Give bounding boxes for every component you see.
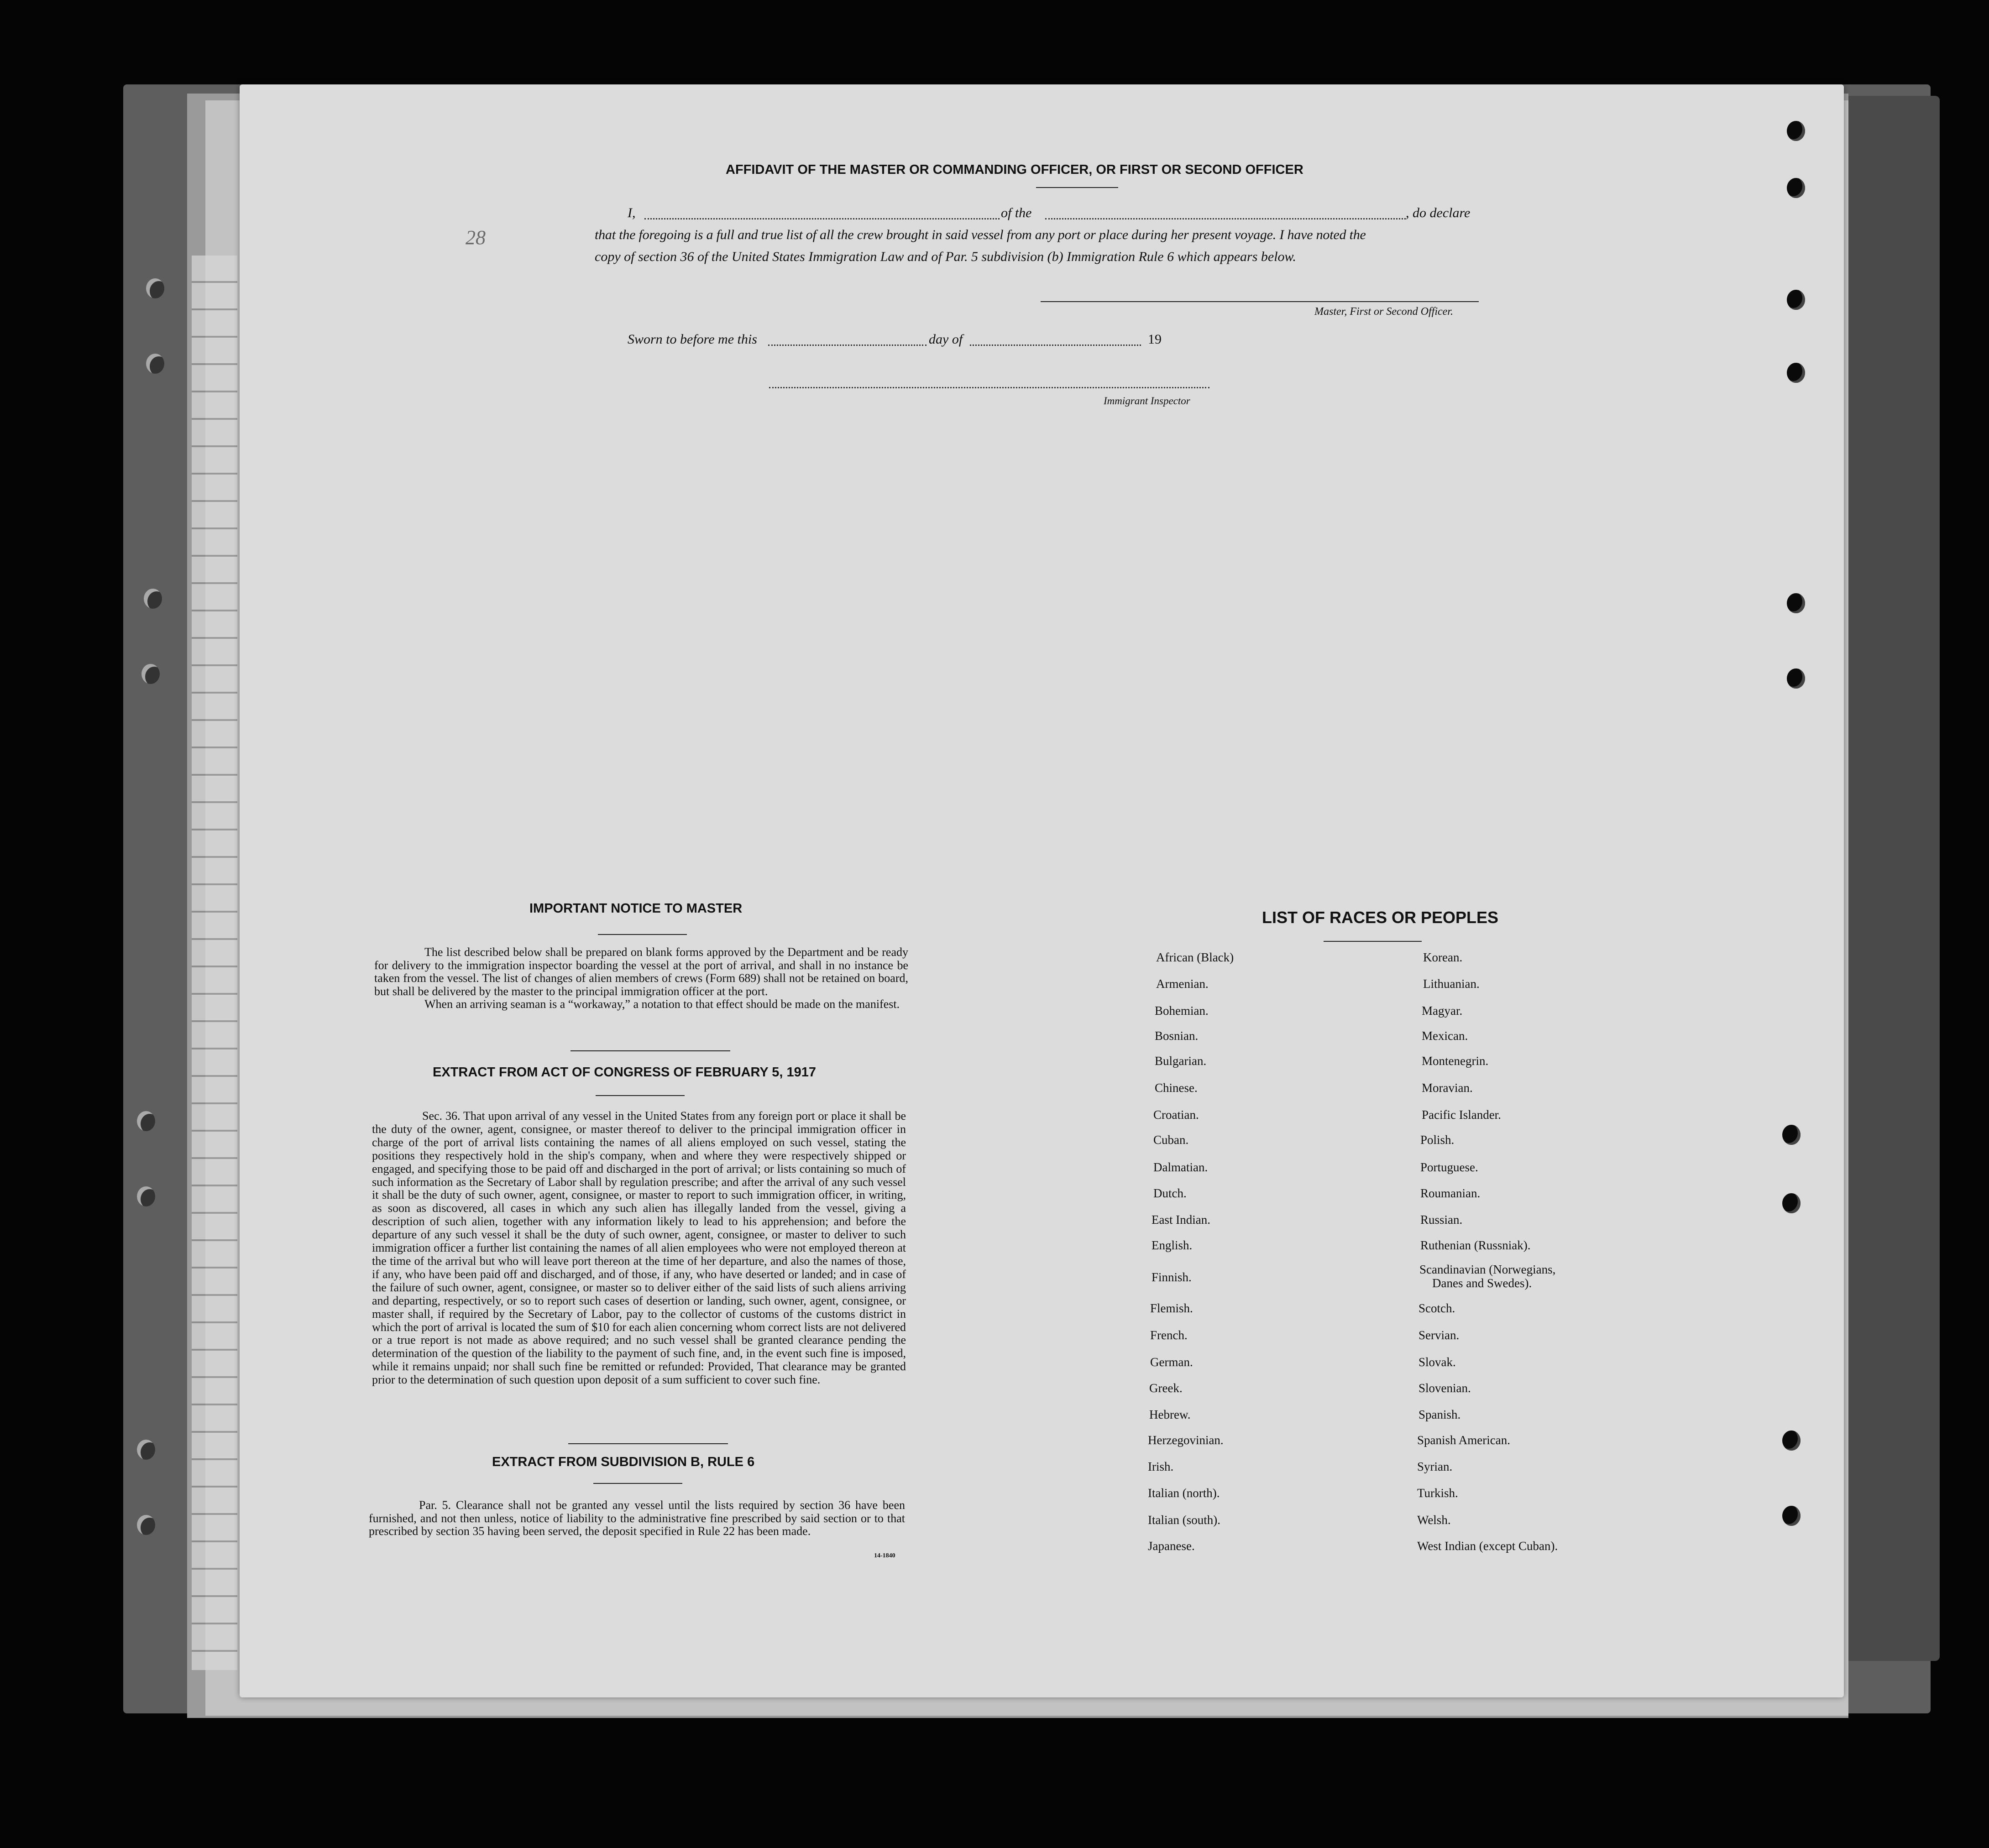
punch-hole: [1782, 1125, 1801, 1145]
race-left: German.: [1150, 1355, 1193, 1369]
rule-title-underline: [593, 1483, 682, 1484]
race-right: Polish.: [1420, 1133, 1455, 1147]
affidavit-line3: copy of section 36 of the United States Immigration Law and of Par. 5 subdivision (b) Immigration Rule 6 which appears below.: [595, 249, 1296, 264]
punch-hole: [1787, 668, 1805, 689]
race-right: Roumanian.: [1420, 1186, 1481, 1200]
notice-title-underline: [598, 934, 687, 935]
punch-hole: [146, 354, 164, 374]
race-right: Scandinavian (Norwegians,: [1419, 1263, 1556, 1276]
race-right: Servian.: [1418, 1328, 1460, 1342]
mark-28: 28: [466, 226, 486, 249]
race-left: Cuban.: [1153, 1133, 1189, 1147]
races-title-underline: [1324, 941, 1422, 942]
race-left: Irish.: [1148, 1460, 1174, 1473]
inspector-label: Immigrant Inspector: [1104, 395, 1190, 407]
sworn-label: Sworn to before me this: [628, 332, 757, 347]
affidavit-line2: that the foregoing is a full and true list of all the crew brought in said vessel from any port or place during her present voyage. I have noted the: [595, 227, 1366, 242]
race-left: Dalmatian.: [1153, 1160, 1208, 1174]
act-section-36: Sec. 36. That upon arrival of any vessel in the United States from any foreign port or place it shall be the duty of the owner, agent, consignee, or master thereof to deliver to the principal immigration officer in charge of the port of arrival lists containing the names of all aliens employed on such vessel, stating the positions they respectively hold in the ship's company, when and where they were respectively shipped or engaged, and specifying those to be paid off and discharged in the port of arrival; or lists containing so much of such information as the Secretary of Labor shall by regulation prescribe; and after the arrival of any such vessel it shall be the duty of such owner, agent, consignee, or master to report to such immigration officer, in writing, as soon as discovered, all cases in which any such alien has illegally landed from the vessel, giving a description of such alien, together with any information likely to lead to his apprehension; and before the departure of any such vessel it shall be the duty of such owner, agent, consignee, or master to deliver to such immigration officer a further list containing the names of all alien employees who were not employed thereon at the time of the arrival but who will leave port thereon at the time of her departure, and also the names of those, if any, who have been paid off and discharged, and of those, if any, who have deserted or landed; and in case of the failure of such owner, agent, consignee, or master so to deliver either of the said lists of such aliens arriving and departing, respectively, or so to report such cases of desertion or landing, such owner, agent, consignee, or master shall, if required by the Secretary of Labor, pay to the collector of customs of the customs district in which the port of arrival is located the sum of $10 for each alien concerning whom correct lists are not delivered or a true report is not made as above required; and no such vessel shall be granted clearance pending the determination of the question of the liability to the payment of such fine, and, in the event such fine is imposed, while it remains unpaid; nor shall such fine be remitted or refunded: Provided, That clearance may be granted prior to the determination of such question upon deposit of a sum sufficient to cover such fine.: [372, 1109, 906, 1387]
punch-hole: [1787, 363, 1805, 383]
race-left: Italian (south).: [1148, 1513, 1220, 1527]
binder-right-edge: [1844, 96, 1940, 1661]
punch-hole: [146, 278, 164, 298]
race-right: Scotch.: [1418, 1301, 1455, 1315]
race-left: English.: [1152, 1238, 1193, 1252]
race-right: Syrian.: [1417, 1460, 1453, 1473]
race-left: Greek.: [1149, 1381, 1183, 1395]
race-right: Lithuanian.: [1423, 977, 1480, 991]
act-text: [372, 1110, 906, 1387]
race-right: Montenegrin.: [1422, 1054, 1489, 1068]
punch-hole: [144, 589, 162, 609]
race-right: Spanish.: [1418, 1408, 1461, 1421]
punch-hole: [137, 1111, 155, 1131]
master-label: Master, First or Second Officer.: [1314, 306, 1453, 318]
vessel-blank[interactable]: [1045, 218, 1406, 219]
punch-hole: [137, 1440, 155, 1460]
race-left: Japanese.: [1148, 1539, 1195, 1553]
race-right: Pacific Islander.: [1422, 1108, 1501, 1122]
race-right: West Indian (except Cuban).: [1417, 1539, 1558, 1553]
race-left: Armenian.: [1156, 977, 1209, 991]
race-right: Magyar.: [1422, 1004, 1463, 1018]
race-left: Dutch.: [1153, 1186, 1187, 1200]
race-right: Korean.: [1423, 950, 1463, 964]
race-left: Bohemian.: [1155, 1004, 1209, 1018]
race-right: Danes and Swedes).: [1432, 1276, 1532, 1290]
race-left: Flemish.: [1150, 1301, 1193, 1315]
race-left: French.: [1150, 1328, 1188, 1342]
divider: [571, 1050, 730, 1051]
race-left: Bulgarian.: [1155, 1054, 1207, 1068]
race-left: East Indian.: [1152, 1213, 1210, 1227]
affidavit-i: I,: [628, 205, 636, 220]
title-underline: [1036, 187, 1118, 188]
punch-hole: [137, 1515, 155, 1535]
form-number: 14-1840: [874, 1552, 895, 1559]
race-right: Turkish.: [1417, 1486, 1458, 1500]
race-right: Slovak.: [1418, 1355, 1456, 1369]
inspector-signature-line[interactable]: [769, 387, 1209, 388]
race-left: Finnish.: [1152, 1270, 1192, 1284]
punch-hole: [1782, 1506, 1801, 1526]
sworn-day-blank[interactable]: [768, 345, 926, 346]
races-title: LIST OF RACES OR PEOPLES: [1262, 908, 1499, 927]
race-left: African (Black): [1156, 950, 1234, 964]
race-left: Chinese.: [1155, 1081, 1198, 1095]
punch-hole: [1787, 121, 1805, 141]
punch-hole: [137, 1186, 155, 1206]
year-19: 19: [1148, 332, 1162, 347]
act-title-underline: [596, 1095, 685, 1096]
document-page: [240, 84, 1844, 1697]
race-left: Hebrew.: [1149, 1408, 1191, 1421]
day-of-label: day of: [929, 332, 963, 347]
affidavit-declare: , do declare: [1406, 205, 1471, 220]
race-right: Moravian.: [1422, 1081, 1473, 1095]
race-left: Bosnian.: [1155, 1029, 1199, 1043]
ledger-strip: [192, 256, 237, 1670]
notice-para-2: When an arriving seaman is a “workaway,” a notation to that effect should be made on the manifest.: [424, 997, 900, 1011]
punch-hole: [141, 664, 160, 684]
master-signature-line[interactable]: [1041, 301, 1479, 302]
race-right: Russian.: [1420, 1213, 1463, 1227]
notice-text: [374, 946, 908, 1011]
notice-para-1: The list described below shall be prepared on blank forms approved by the Department and be ready for delivery to the immigration inspector boarding the vessel at the port of arrival, and shall in no instance be taken from the vessel. The list of changes of alien members of crews (Form 689) shall not be retained on board, but shall be delivered by the master to the principal immigration officer at the port.: [374, 945, 908, 998]
act-title: EXTRACT FROM ACT OF CONGRESS OF FEBRUARY 5, 1917: [433, 1065, 817, 1080]
rule-text: [369, 1499, 905, 1538]
race-right: Ruthenian (Russniak).: [1420, 1238, 1531, 1252]
affidavit-of-the: of the: [1001, 205, 1032, 220]
notice-title: IMPORTANT NOTICE TO MASTER: [529, 901, 743, 916]
rule-par-5: Par. 5. Clearance shall not be granted any vessel until the lists required by section 36 have been furnished, and not then unless, notice of liability to the administrative fine prescribed by said section or to that prescribed by section 35 having been served, the deposit specified in Rule 22 has been made.: [369, 1498, 905, 1538]
name-blank[interactable]: [644, 218, 1000, 219]
race-left: Herzegovinian.: [1148, 1433, 1224, 1447]
affidavit-title: AFFIDAVIT OF THE MASTER OR COMMANDING OFFICER, OR FIRST OR SECOND OFFICER: [726, 162, 1303, 177]
punch-hole: [1787, 290, 1805, 310]
race-right: Mexican.: [1422, 1029, 1468, 1043]
race-right: Welsh.: [1417, 1513, 1451, 1527]
rule-title: EXTRACT FROM SUBDIVISION B, RULE 6: [492, 1455, 755, 1469]
race-left: Italian (north).: [1148, 1486, 1220, 1500]
punch-hole: [1782, 1430, 1801, 1451]
divider: [568, 1443, 728, 1444]
punch-hole: [1782, 1193, 1801, 1213]
race-left: Croatian.: [1153, 1108, 1199, 1122]
punch-hole: [1787, 593, 1805, 613]
race-right: Spanish American.: [1417, 1433, 1510, 1447]
race-right: Slovenian.: [1418, 1381, 1471, 1395]
race-right: Portuguese.: [1420, 1160, 1478, 1174]
punch-hole: [1787, 178, 1805, 198]
sworn-month-blank[interactable]: [970, 345, 1141, 346]
